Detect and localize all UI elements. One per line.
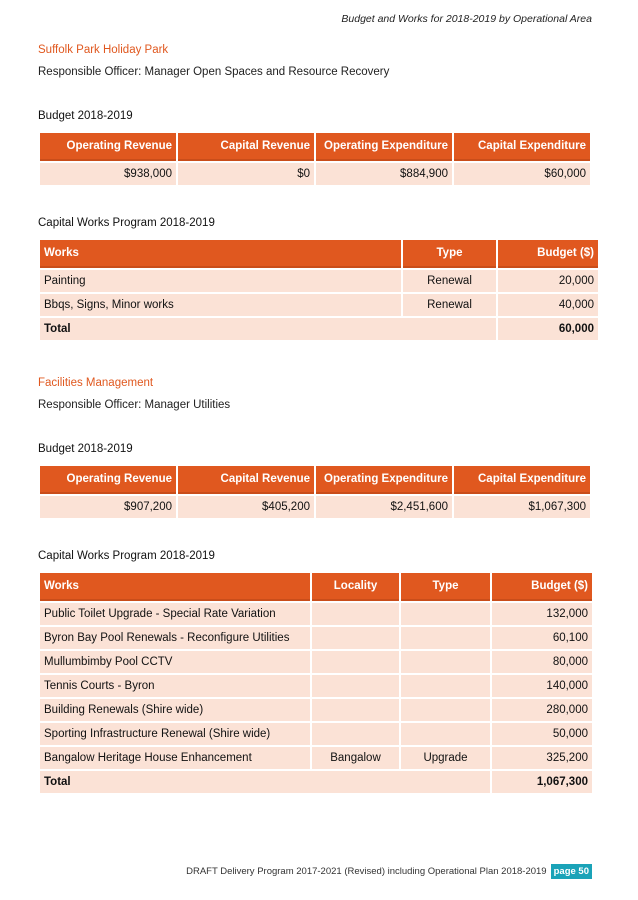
table-row [40,747,592,769]
cell: 132,000 [492,603,592,625]
total-value: 60,000 [498,318,598,340]
cell [401,603,490,625]
col-works: Works [40,573,310,601]
total-row [40,318,598,340]
cell [401,699,490,721]
col-type: Type [403,240,496,268]
cell: 140,000 [492,675,592,697]
budget-table [38,131,592,187]
budget-heading: Budget 2018-2019 [38,443,133,455]
cell [312,675,399,697]
table-row [40,603,592,625]
cell: $2,451,600 [316,496,452,518]
running-header: Budget and Works for 2018-2019 by Operational Area [341,13,592,25]
cell [312,723,399,745]
cell: Public Toilet Upgrade - Special Rate Variation [40,603,310,625]
table-row [40,496,590,518]
col-budget: Budget ($) [498,240,598,268]
table-row [40,723,592,745]
cell: 280,000 [492,699,592,721]
cell: Painting [40,270,401,292]
col-operating-revenue: Operating Revenue [40,133,176,161]
cell: Renewal [403,294,496,316]
table-row [40,270,598,292]
works-heading: Capital Works Program 2018-2019 [38,217,215,229]
col-capital-revenue: Capital Revenue [178,466,314,494]
cell: $0 [178,163,314,185]
cell: $884,900 [316,163,452,185]
cell: Bbqs, Signs, Minor works [40,294,401,316]
cell: Upgrade [401,747,490,769]
cell [312,603,399,625]
cell: $1,067,300 [454,496,590,518]
works-table [38,238,600,342]
cell [312,699,399,721]
table-row [40,627,592,649]
cell: 60,100 [492,627,592,649]
budget-heading: Budget 2018-2019 [38,110,133,122]
responsible-officer: Responsible Officer: Manager Open Spaces and Resource Recovery [38,66,390,78]
table-row [40,651,592,673]
table-row [40,294,598,316]
col-works: Works [40,240,401,268]
cell: Sporting Infrastructure Renewal (Shire wide) [40,723,310,745]
table-row [40,163,590,185]
cell: 20,000 [498,270,598,292]
cell [312,627,399,649]
cell [312,651,399,673]
cell: $907,200 [40,496,176,518]
works-heading: Capital Works Program 2018-2019 [38,550,215,562]
responsible-officer: Responsible Officer: Manager Utilities [38,399,231,411]
cell: 80,000 [492,651,592,673]
col-operating-expenditure: Operating Expenditure [316,466,452,494]
cell [401,627,490,649]
section-title-suffolk: Suffolk Park Holiday Park [38,44,169,56]
cell [401,651,490,673]
page-number: page 50 [551,864,592,879]
cell: $938,000 [40,163,176,185]
cell: Renewal [403,270,496,292]
cell: Building Renewals (Shire wide) [40,699,310,721]
cell [401,723,490,745]
cell: 50,000 [492,723,592,745]
cell: Tennis Courts - Byron [40,675,310,697]
col-operating-revenue: Operating Revenue [40,466,176,494]
cell: Mullumbimby Pool CCTV [40,651,310,673]
works-table [38,571,594,795]
cell: $60,000 [454,163,590,185]
cell: $405,200 [178,496,314,518]
cell: Byron Bay Pool Renewals - Reconfigure Utilities [40,627,310,649]
cell: 40,000 [498,294,598,316]
col-locality: Locality [312,573,399,601]
total-label: Total [40,318,496,340]
footer-text: DRAFT Delivery Program 2017-2021 (Revised) including Operational Plan 2018-2019 [186,866,547,877]
table-row [40,675,592,697]
table-row [40,699,592,721]
col-type: Type [401,573,490,601]
col-operating-expenditure: Operating Expenditure [316,133,452,161]
page-footer [186,864,592,879]
section-title-facilities: Facilities Management [38,377,154,389]
total-row [40,771,592,793]
total-value: 1,067,300 [492,771,592,793]
col-capital-revenue: Capital Revenue [178,133,314,161]
cell: 325,200 [492,747,592,769]
total-label: Total [40,771,490,793]
cell [401,675,490,697]
cell: Bangalow [312,747,399,769]
cell: Bangalow Heritage House Enhancement [40,747,310,769]
col-budget: Budget ($) [492,573,592,601]
col-capital-expenditure: Capital Expenditure [454,466,590,494]
budget-table [38,464,592,520]
col-capital-expenditure: Capital Expenditure [454,133,590,161]
